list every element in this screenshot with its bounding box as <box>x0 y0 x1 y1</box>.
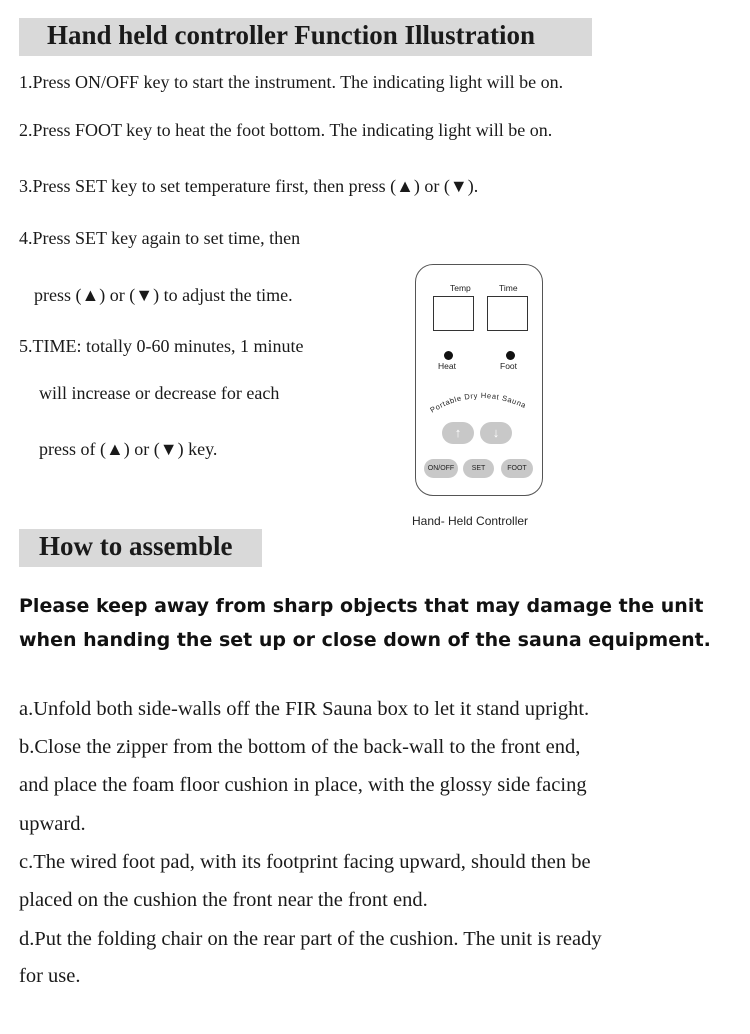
step-4: 4.Press SET key again to set time, then <box>19 228 301 248</box>
foot-label: Foot <box>500 361 518 371</box>
set-button[interactable]: SET <box>463 459 494 478</box>
down-arrow-icon: ↓ <box>492 425 500 440</box>
time-display <box>487 296 528 331</box>
heat-label: Heat <box>438 361 456 371</box>
temp-display <box>433 296 474 331</box>
time-label: Time <box>499 283 518 293</box>
assembly-step-b-line-2: and place the foam floor cushion in place, with the glossy side facing <box>19 774 587 796</box>
temp-label: Temp <box>450 283 471 293</box>
function-illustration-heading: Hand held controller Function Illustration <box>19 18 592 56</box>
step-5-line-2: will increase or decrease for each <box>39 383 280 403</box>
assembly-step-c: c.The wired foot pad, with its footprint facing upward, should then be <box>19 851 591 873</box>
assembly-step-d-line-2: for use. <box>19 965 81 987</box>
down-arrow-button[interactable] <box>480 422 512 444</box>
step-5: 5.TIME: totally 0-60 minutes, 1 minute <box>19 336 304 356</box>
up-arrow-icon: ↑ <box>454 425 462 440</box>
step-5-line-3: press of (▲) or (▼) key. <box>39 439 218 459</box>
assembly-step-a: a.Unfold both side-walls off the FIR Sauna box to let it stand upright. <box>19 698 590 720</box>
heat-indicator-light <box>444 351 453 360</box>
onoff-button[interactable]: ON/OFF <box>424 459 458 478</box>
foot-button[interactable]: FOOT <box>501 459 533 478</box>
step-1: 1.Press ON/OFF key to start the instrument. The indicating light will be on. <box>19 72 564 92</box>
foot-indicator-light <box>506 351 515 360</box>
step-4-continued: press (▲) or (▼) to adjust the time. <box>34 285 293 305</box>
hand-held-controller-illustration <box>415 264 543 496</box>
safety-warning: Please keep away from sharp objects that may damage the unit when handing the set up or close down of the sauna equipment. <box>19 595 711 651</box>
brand-arc-label: Portable Dry Heat Sauna <box>428 390 528 415</box>
how-to-assemble-heading: How to assemble <box>19 529 262 567</box>
assembly-step-c-line-2: placed on the cushion the front near the front end. <box>19 889 428 911</box>
brand-arc-text <box>422 377 538 419</box>
up-arrow-button[interactable] <box>442 422 474 444</box>
step-2: 2.Press FOOT key to heat the foot bottom. The indicating light will be on. <box>19 120 553 140</box>
controller-caption: Hand- Held Controller <box>412 514 529 528</box>
step-3: 3.Press SET key to set temperature first, then press (▲) or (▼). <box>19 176 479 196</box>
assembly-step-b-line-3: upward. <box>19 813 86 835</box>
svg-text:Portable Dry Heat Sauna <box>428 391 527 415</box>
assembly-step-b: b.Close the zipper from the bottom of the back-wall to the front end, <box>19 736 581 758</box>
assembly-step-d: d.Put the folding chair on the rear part of the cushion. The unit is ready <box>19 928 602 950</box>
